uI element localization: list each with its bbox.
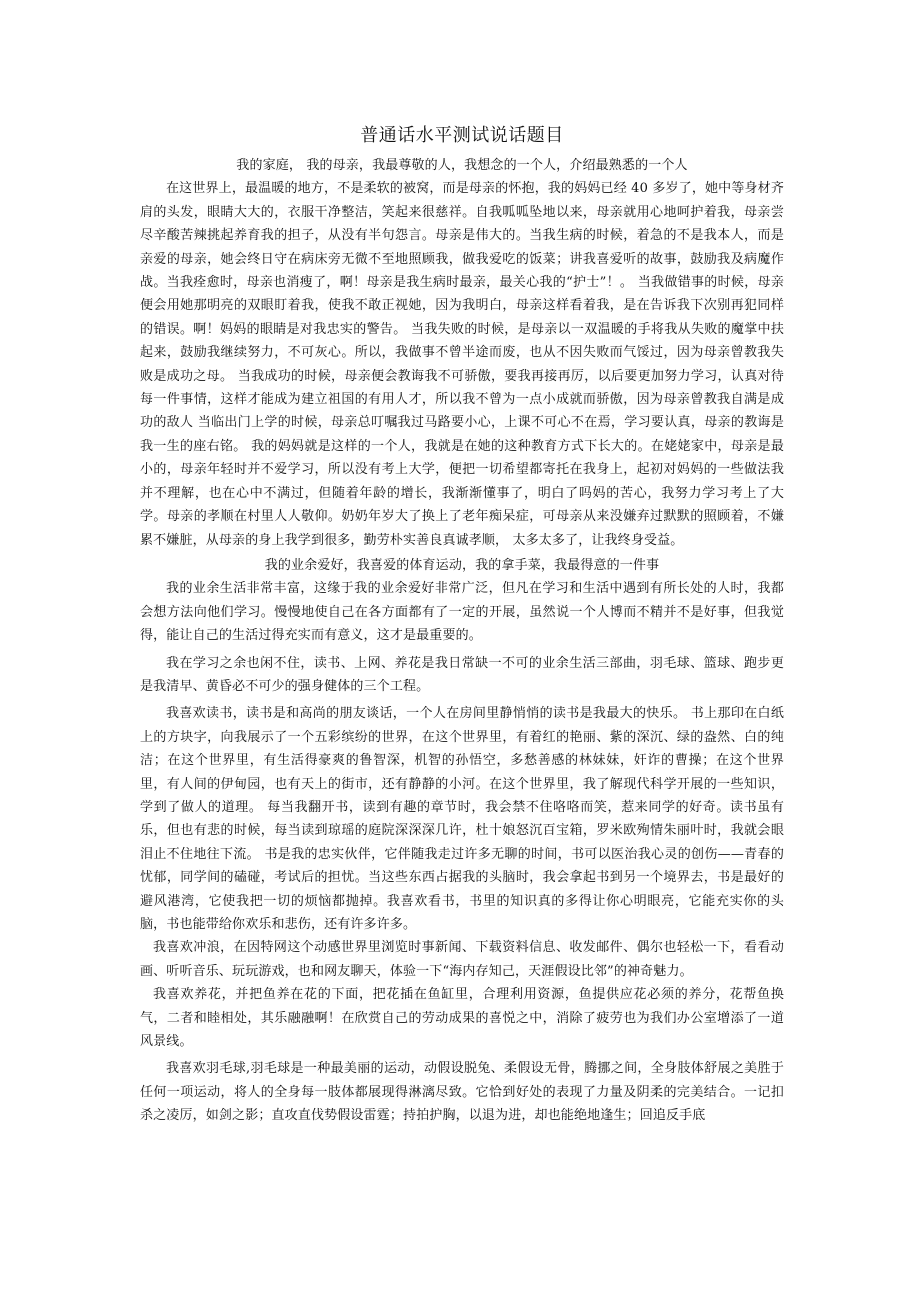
paragraph-mother: 在这世界上，最温暖的地方，不是柔软的被窝，而是母亲的怀抱，我的妈妈已经 40 多岁了，她中等身材齐肩的头发，眼睛大大的，衣服干净整洁，笑起来很慈祥。自我呱呱坠地以来，母亲就用心地呵护着我，母亲尝尽辛酸苦辣挑起养育我的担子，从没有半句怨言。母亲是伟大的。当我生病的时候，着急的不是我本人，而是亲爱的母亲，她会终日守在病床旁无微不至地照顾我，做我爱吃的饭菜；讲我喜爱听的故事，鼓励我及病魔作战。当我痊愈时，母亲也消瘦了，啊！母亲是我生病时最亲，最关心我的“护士”！。 当我做错事的时候，母亲便会用她那明亮的双眼盯着我，使我不敢正视她，因为我明白，母亲这样看着我，是在告诉我下次别再犯同样的错误。啊！妈妈的眼睛是对我忠实的警告。 当我失败的时候，是母亲以一双温暖的手将我从失败的魔掌中扶起来，鼓励我继续努力，不可灰心。所以，我做事不曾半途而废，也从不因失败而气馁过，因为母亲曾教我失败是成功之母。 当我成功的时候，母亲便会教诲我不可骄傲，要我再接再厉，以后要更加努力学习，认真对待每一件事情，这样才能成为建立祖国的有用人才，所以我不曾为一点小成就而骄傲，因为母亲曾教我自满是成功的敌人 当临出门上学的时候，母亲总叮嘱我过马路要小心，上课不可心不在焉，学习要认真，母亲的教诲是我一生的座右铭。 我的妈妈就是这样的一个人，我就是在她的这种教育方式下长大的。在姥姥家中，母亲是最小的，母亲年轻时并不爱学习，所以没有考上大学，便把一切希望都寄托在我身上，起初对妈妈的一些做法我并不理解，也在心中不满过，但随着年龄的增长，我渐渐懂事了，明白了吗妈的苦心，我努力学习考上了大学。母亲的孝顺在村里人人敬仰。奶奶年岁大了换上了老年痴呆症，可母亲从来没嫌弃过默默的照顾着，不嫌累不嫌脏，从母亲的身上我学到很多，勤劳朴实善良真诚孝顺， 太多太多了，让我终身受益。 <box>140 181 784 548</box>
paragraph-hobbies-intro: 我的业余生活非常丰富，这缘于我的业余爱好非常广泛，但凡在学习和生活中遇到有所长处的人时，我都会想方法向他们学习。慢慢地使自己在各方面都有了一定的开展，虽然说一个人博而不精并不是好事，但我觉得，能让自己的生活过得充实而有意义，这才是最重要的。 <box>140 581 784 644</box>
document-title: 普通话水平测试说话题目 <box>360 125 564 146</box>
paragraph-reading: 我喜欢读书，读书是和高尚的朋友谈话，一个人在房间里静悄悄的读书是我最大的快乐。 书上那印在白纸上的方块字，向我展示了一个五彩缤纷的世界，在这个世界里，有着红的艳丽、紫的深沉、绿的盎然、白的纯洁；在这个世界里，有生活得豪爽的鲁智深，机智的孙悟空，多愁善感的林妹妹，奸诈的曹操；在这个世界里，有人间的伊甸园，也有天上的街市，还有静静的小河。在这个世界里，我了解现代科学开展的一些知识，学到了做人的道理。 每当我翻开书，读到有趣的章节时，我会禁不住咯咯而笑，惹来同学的好奇。读书虽有乐，但也有悲的时候，每当读到琼瑶的庭院深深深几许，杜十娘怒沉百宝箱，罗米欧殉情朱丽叶时，我就会眼泪止不住地往下流。 书是我的忠实伙伴，它伴随我走过许多无聊的时间，书可以医治我心灵的创伤——青春的忧郁，同学间的磕碰，考试后的担忧。当这些东西占据我的头脑时，我会拿起书到另一个境界去，书是最好的避风港湾，它使我把一切的烦恼都抛掉。我喜欢看书，书里的知识真的多得让你心明眼亮，它能充实你的头脑，书也能带给你欢乐和悲伤，还有许多许多。 <box>140 706 784 932</box>
section-topic-hobbies: 我的业余爱好，我喜爱的体育运动，我的拿手菜，我最得意的一件事 <box>264 557 660 573</box>
paragraph-badminton: 我喜欢羽毛球,羽毛球是一种最美丽的运动，动假设脱兔、柔假设无骨，腾挪之间，全身肢体舒展之美胜于任何一项运动，将人的全身每一肢体都展现得淋漓尽致。它恰到好处的表现了力量及阴柔的完美结合。一记扣杀之凌厉，如剑之影；直攻直伐势假设雷霆；持拍护胸，以退为进，却也能绝地逢生；回追反手底 <box>140 1061 784 1124</box>
section-topic-family: 我的家庭， 我的母亲，我最尊敬的人，我想念的一个人，介绍最熟悉的一个人 <box>236 158 688 173</box>
paragraph-surfing: 我喜欢冲浪，在因特网这个动感世界里浏览时事新闻、下载资料信息、收发邮件、偶尔也轻松一下，看看动画、听听音乐、玩玩游戏，也和网友聊天，体验一下“海内存知己，天涯假设比邻”的神奇魅力。 <box>140 940 784 979</box>
paragraph-hobbies-list: 我在学习之余也闲不住，读书、上网、养花是我日常缺一不可的业余生活三部曲，羽毛球、篮球、跑步更是我清早、黄昏必不可少的强身健体的三个工程。 <box>140 655 784 694</box>
paragraph-flowers: 我喜欢养花，并把鱼养在花的下面，把花插在鱼缸里，合理利用资源，鱼提供应花必须的养分，花帮鱼换气，二者和睦相处，其乐融融啊！在欣赏自己的劳动成果的喜悦之中，消除了疲劳也为我们办公室增添了一道风景线。 <box>140 987 784 1050</box>
document-page <box>140 0 784 1128</box>
